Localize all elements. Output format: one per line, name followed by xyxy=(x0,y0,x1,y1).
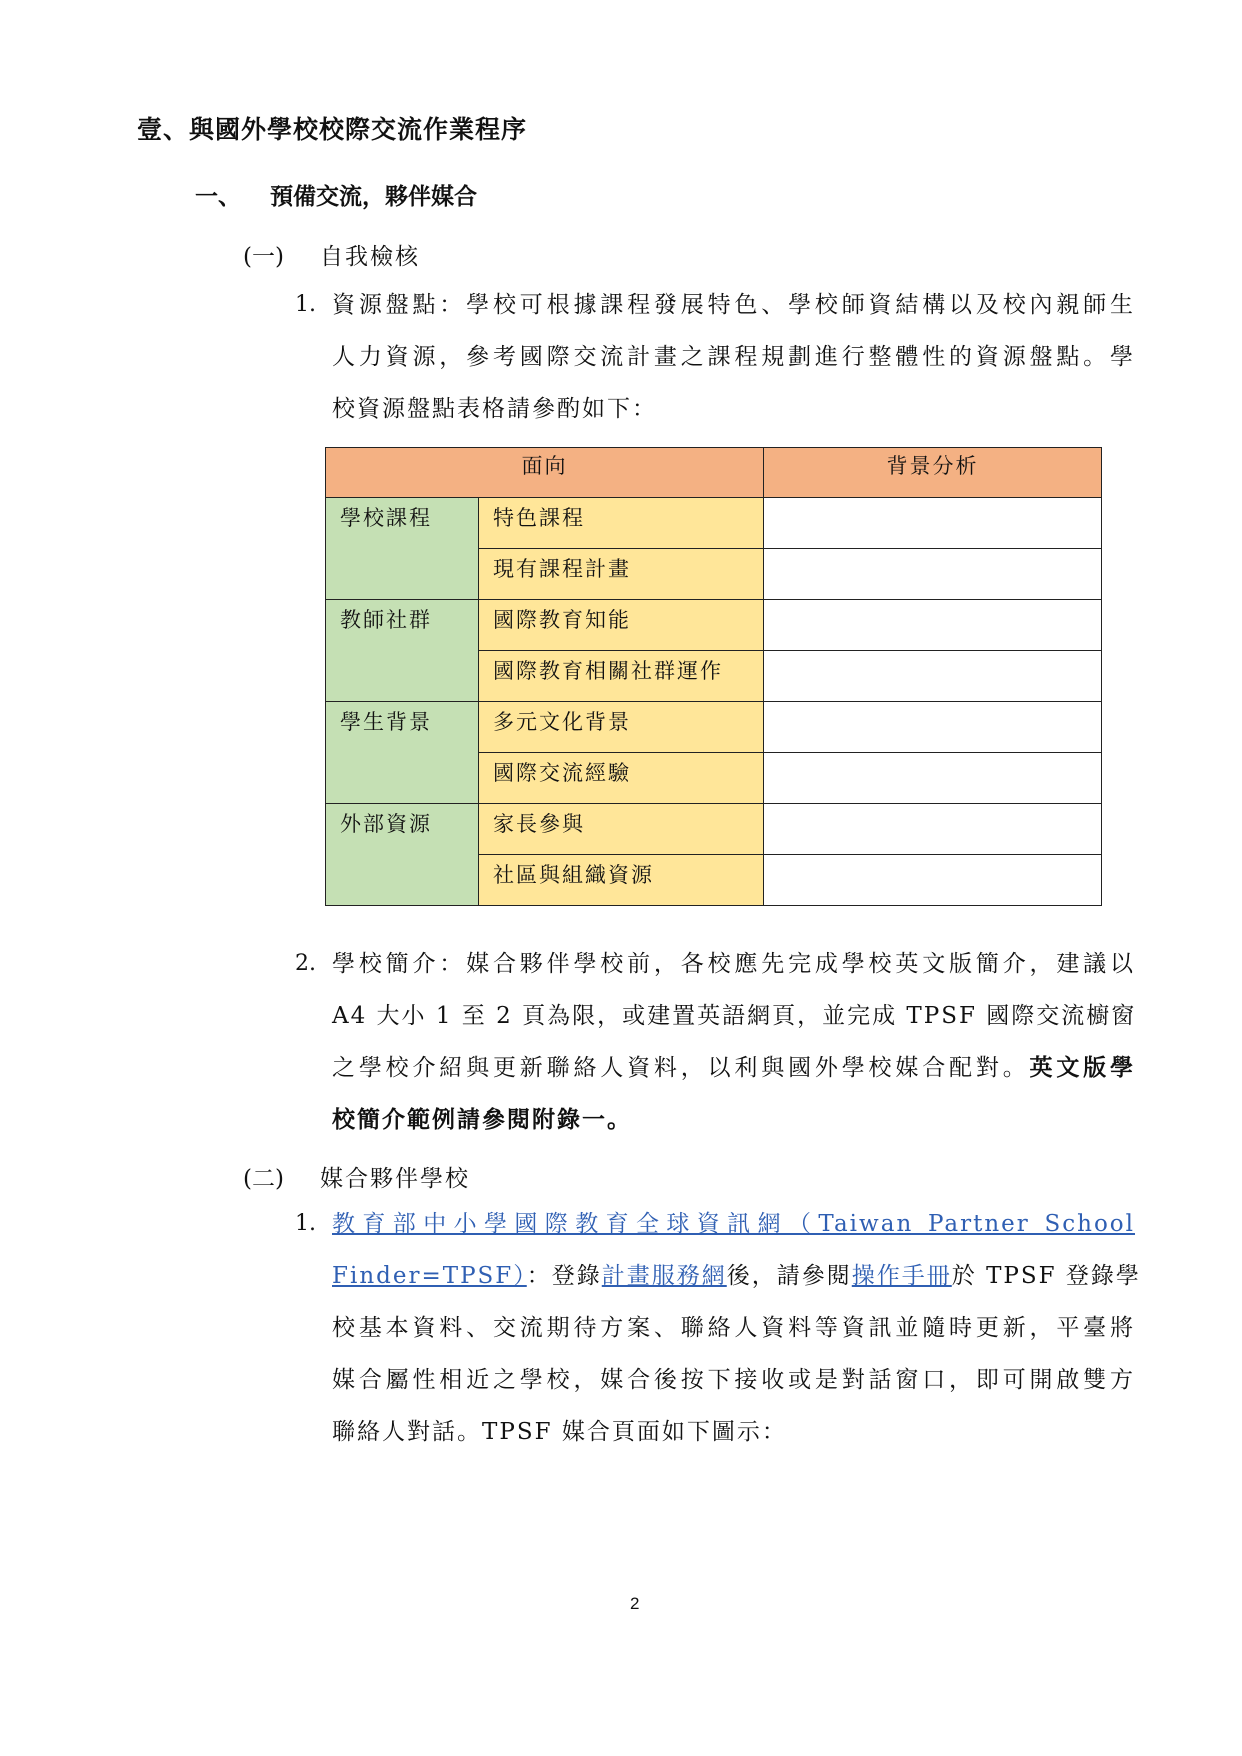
table-header-aspect: 面向 xyxy=(326,448,764,498)
analysis-cell[interactable] xyxy=(764,702,1102,753)
service-portal-link[interactable]: 計畫服務網 xyxy=(601,1263,727,1289)
analysis-cell[interactable] xyxy=(764,600,1102,651)
table-item: 國際教育相關社群運作 xyxy=(479,651,764,702)
analysis-cell[interactable] xyxy=(764,651,1102,702)
analysis-cell[interactable] xyxy=(764,855,1102,906)
paragraph-text: 後，請參閱 xyxy=(726,1263,852,1289)
paragraph-line xyxy=(332,1042,1135,1094)
resource-table xyxy=(325,447,1102,906)
table-category: 外部資源 xyxy=(326,804,479,906)
paragraph-line xyxy=(332,1250,1141,1302)
subsection-heading: 媒合夥伴學校 xyxy=(320,1166,470,1192)
paragraph-line: 媒合屬性相近之學校，媒合後按下接收或是對話窗口，即可開啟雙方 xyxy=(332,1367,1135,1393)
table-item: 現有課程計畫 xyxy=(479,549,764,600)
table-item: 家長參與 xyxy=(479,804,764,855)
section-heading: 預備交流，夥伴媒合 xyxy=(270,183,477,210)
page-number: 2 xyxy=(630,1594,640,1613)
list-number: 2. xyxy=(295,951,316,976)
paragraph-line: 人力資源，參考國際交流計畫之課程規劃進行整體性的資源盤點。學 xyxy=(332,344,1135,370)
table-row xyxy=(326,498,1102,549)
table-item: 多元文化背景 xyxy=(479,702,764,753)
table-category: 教師社群 xyxy=(326,600,479,702)
paragraph-line: 學校簡介：媒合夥伴學校前，各校應先完成學校英文版簡介，建議以 xyxy=(332,951,1135,977)
table-row xyxy=(326,702,1102,753)
list-number: 1. xyxy=(295,1211,316,1236)
analysis-cell[interactable] xyxy=(764,753,1102,804)
paragraph-text: ：登錄 xyxy=(526,1263,602,1289)
table-category: 學校課程 xyxy=(326,498,479,600)
page-title: 壹、與國外學校校際交流作業程序 xyxy=(137,115,528,144)
paragraph-line: 聯絡人對話。TPSF 媒合頁面如下圖示： xyxy=(332,1419,787,1445)
bold-reference-line: 校簡介範例請參閱附錄一。 xyxy=(332,1106,632,1133)
paragraph-line: 校基本資料、交流期待方案、聯絡人資料等資訊並隨時更新，平臺將 xyxy=(332,1315,1135,1341)
analysis-cell[interactable] xyxy=(764,549,1102,600)
table-item: 特色課程 xyxy=(479,498,764,549)
section-marker: 一、 xyxy=(195,183,241,210)
paragraph-text: 於 TPSF 登錄學 xyxy=(951,1263,1141,1289)
table-item: 國際交流經驗 xyxy=(479,753,764,804)
paragraph-line: A4 大小 1 至 2 頁為限，或建置英語網頁，並完成 TPSF 國際交流櫥窗 xyxy=(332,1003,1137,1029)
paragraph-text: 之學校介紹與更新聯絡人資料，以利與國外學校媒合配對。 xyxy=(332,1055,1030,1081)
subsection-marker: (一) xyxy=(243,244,284,270)
analysis-cell[interactable] xyxy=(764,498,1102,549)
paragraph-line: 校資源盤點表格請參酌如下： xyxy=(332,396,657,422)
table-header-analysis: 背景分析 xyxy=(764,448,1102,498)
subsection-marker: (二) xyxy=(243,1166,284,1192)
tpsf-link[interactable]: 教育部中小學國際教育全球資訊網（Taiwan Partner School xyxy=(332,1211,1135,1237)
table-category: 學生背景 xyxy=(326,702,479,804)
manual-link[interactable]: 操作手冊 xyxy=(851,1263,952,1289)
table-row xyxy=(326,600,1102,651)
subsection-heading: 自我檢核 xyxy=(320,244,420,270)
analysis-cell[interactable] xyxy=(764,804,1102,855)
tpsf-link-cont[interactable]: Finder=TPSF） xyxy=(332,1263,527,1289)
paragraph-line xyxy=(332,1198,1135,1250)
table-item: 社區與組織資源 xyxy=(479,855,764,906)
table-row xyxy=(326,804,1102,855)
table-item: 國際教育知能 xyxy=(479,600,764,651)
table-header-row xyxy=(326,448,1102,498)
bold-reference: 英文版學 xyxy=(1029,1054,1136,1081)
list-number: 1. xyxy=(295,292,316,317)
paragraph-line: 資源盤點：學校可根據課程發展特色、學校師資結構以及校內親師生 xyxy=(332,292,1135,318)
